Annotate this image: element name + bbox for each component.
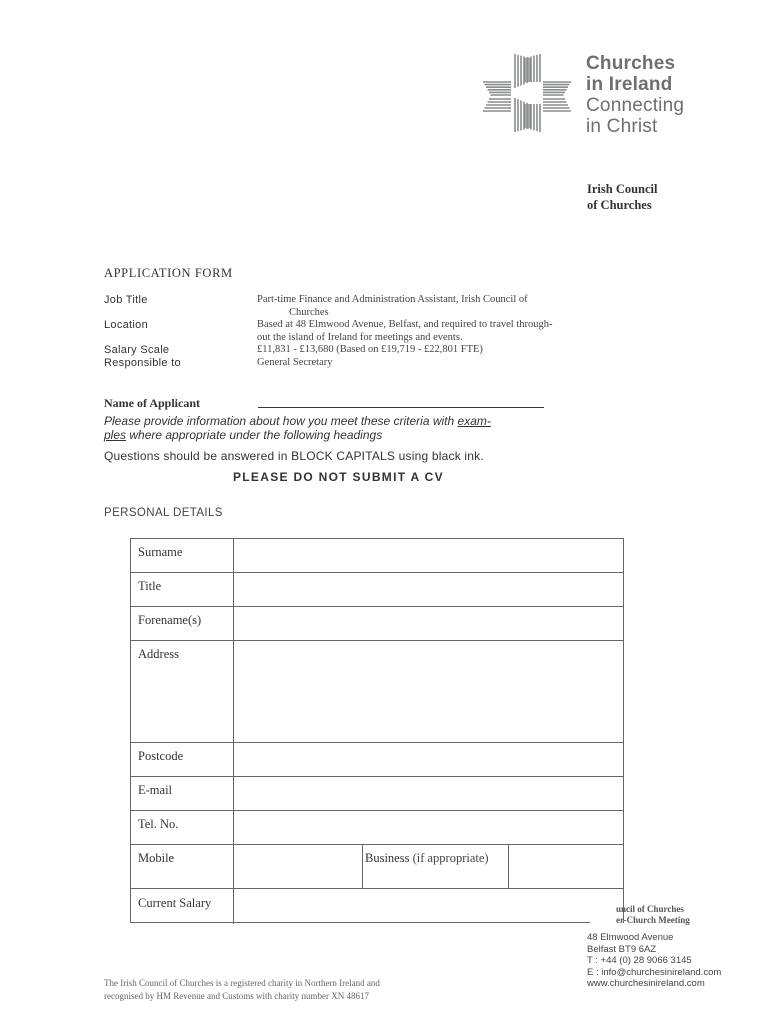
address-line-2: Belfast BT9 6AZ bbox=[587, 943, 657, 955]
footer-council-name-fragment: uncil of Churches bbox=[616, 904, 684, 914]
tel-field[interactable] bbox=[234, 811, 622, 844]
charity-notice bbox=[104, 977, 380, 1002]
business-label-note: (if appropriate) bbox=[412, 851, 489, 865]
location-value-line-1: Based at 48 Elmwood Avenue, Belfast, and required to travel through- bbox=[257, 319, 553, 330]
email-field[interactable] bbox=[234, 777, 622, 810]
logo-text-line-2: in Ireland bbox=[586, 74, 673, 95]
charity-notice-line-1: The Irish Council of Churches is a registered charity in Northern Ireland and bbox=[104, 978, 380, 988]
postcode-field[interactable] bbox=[234, 743, 622, 776]
business-label bbox=[365, 851, 489, 866]
form-heading: APPLICATION FORM bbox=[104, 266, 233, 280]
mobile-label: Mobile bbox=[138, 851, 175, 865]
postcode-label: Postcode bbox=[138, 749, 184, 763]
responsible-to-label: Responsible to bbox=[104, 357, 181, 369]
email-address: E : info@churchesinireland.com bbox=[587, 966, 722, 978]
address-label: Address bbox=[138, 647, 179, 661]
tel-label: Tel. No. bbox=[138, 817, 179, 831]
job-title-value-line-2: Churches bbox=[289, 306, 329, 318]
name-of-applicant-field[interactable] bbox=[258, 407, 544, 408]
logo-text-line-1: Churches bbox=[586, 53, 676, 74]
responsible-to-value: General Secretary bbox=[257, 357, 333, 368]
instructions-underlined-2: ples bbox=[104, 427, 127, 442]
salary-scale-label: Salary Scale bbox=[104, 344, 170, 356]
salary-scale-value: £11,831 - £13,680 (Based on £19,719 - £22,801 FTE) bbox=[257, 344, 483, 355]
table-column-divider bbox=[362, 844, 363, 888]
block-capitals-instruction: Questions should be answered in BLOCK CAPITALS using black ink. bbox=[104, 449, 484, 463]
council-name-line-1: Irish Council bbox=[587, 182, 658, 196]
council-name-line-2: of Churches bbox=[587, 198, 652, 212]
churches-in-ireland-logo-icon bbox=[481, 52, 573, 134]
address-line-1: 48 Elmwood Avenue bbox=[587, 932, 674, 943]
title-field[interactable] bbox=[234, 573, 622, 606]
phone-number: T : +44 (0) 28 9066 3145 bbox=[587, 955, 692, 966]
job-title-label: Job Title bbox=[104, 294, 148, 306]
title-label: Title bbox=[138, 579, 162, 593]
forenames-label: Forename(s) bbox=[138, 613, 202, 627]
job-title-value bbox=[257, 294, 597, 319]
current-salary-field[interactable] bbox=[234, 889, 594, 922]
address-field[interactable] bbox=[234, 641, 622, 742]
forenames-field[interactable] bbox=[234, 607, 622, 640]
charity-notice-line-2: recognised by HM Revenue and Customs with charity number XN 48617 bbox=[104, 990, 369, 1001]
council-name bbox=[587, 181, 658, 213]
table-rule bbox=[130, 922, 590, 923]
personal-details-table bbox=[130, 538, 624, 924]
business-label-text: Business bbox=[365, 851, 410, 865]
email-label: E-mail bbox=[138, 783, 173, 797]
instructions-text bbox=[104, 415, 604, 442]
name-of-applicant-label: Name of Applicant bbox=[104, 396, 200, 410]
instructions-underlined-1: exam- bbox=[457, 414, 491, 428]
business-phone-field[interactable] bbox=[509, 845, 622, 888]
surname-field[interactable] bbox=[234, 539, 622, 572]
location-value-line-2: out the island of Ireland for meetings and events. bbox=[257, 331, 463, 343]
personal-details-heading: PERSONAL DETAILS bbox=[104, 507, 223, 519]
no-cv-notice: PLEASE DO NOT SUBMIT A CV bbox=[233, 470, 444, 484]
current-salary-label: Current Salary bbox=[138, 896, 212, 910]
job-title-value-line-1: Part-time Finance and Administration Assistant, Irish Council of bbox=[257, 294, 528, 305]
location-label: Location bbox=[104, 319, 148, 331]
contact-address-block bbox=[587, 932, 721, 990]
website-link[interactable]: www.churchesinireland.com bbox=[587, 978, 705, 989]
logo-text-line-4: in Christ bbox=[586, 116, 658, 137]
mobile-field[interactable] bbox=[234, 845, 362, 888]
footer-meeting-fragment: er-Church Meeting bbox=[616, 915, 690, 925]
instructions-part-1: Please provide information about how you meet these criteria with bbox=[104, 414, 458, 428]
logo-text-line-3: Connecting bbox=[586, 95, 685, 116]
instructions-part-2: where appropriate under the following headings bbox=[126, 427, 383, 442]
surname-label: Surname bbox=[138, 545, 183, 559]
location-value bbox=[257, 319, 597, 344]
